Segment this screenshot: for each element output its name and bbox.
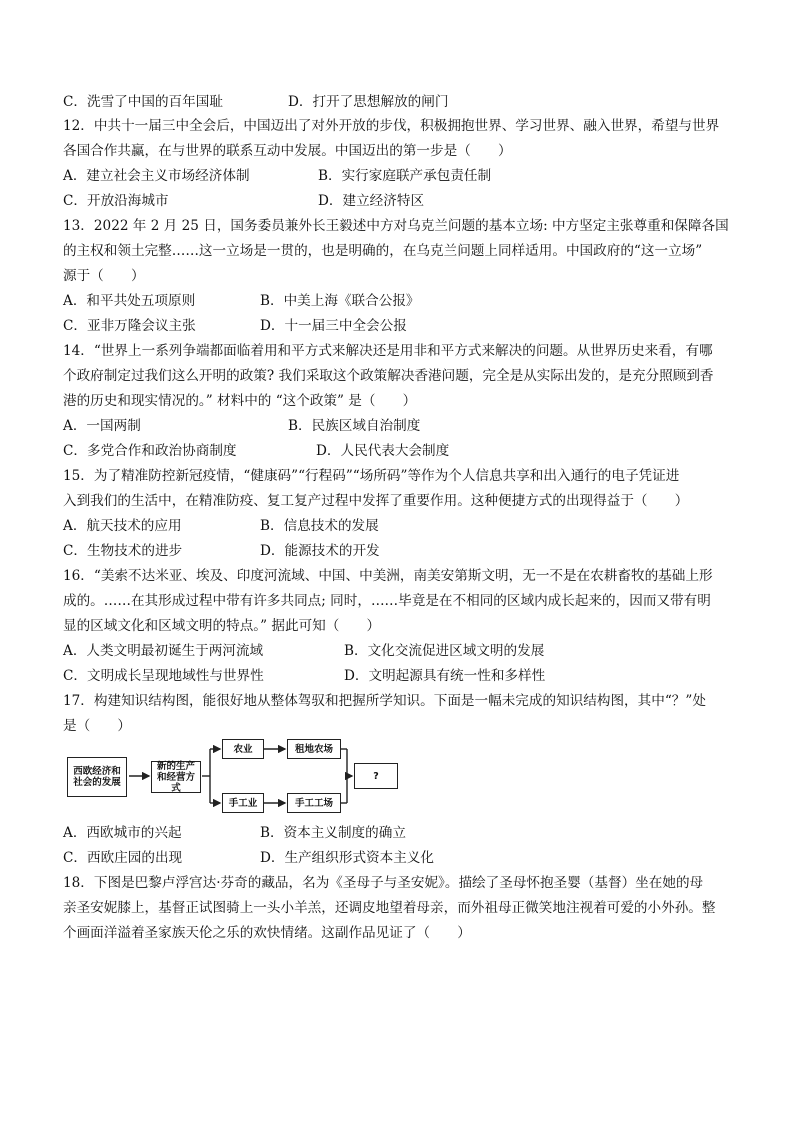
- q14-stem-line3: 港的历史和现实情况的。” 材料中的 “这个政策” 是（ ）: [63, 393, 417, 409]
- q12-option-c: C．开放沿海城市: [63, 193, 169, 209]
- q12-option-d: D．建立经济特区: [318, 193, 425, 209]
- diagram-box-agriculture: 农业: [222, 739, 264, 759]
- q15-option-a: A．航天技术的应用: [63, 518, 182, 534]
- q13-stem-line3: 源于（ ）: [63, 268, 145, 284]
- q13-stem-line1: 13．2022 年 2 月 25 日，国务委员兼外长王毅述中方对乌克兰问题的基本立场: 中方坚定主张尊重和保障各国: [63, 218, 729, 234]
- q16-option-b: B．文化交流促进区域文明的发展: [344, 643, 545, 659]
- q15-option-d: D．能源技术的开发: [260, 543, 380, 559]
- diagram-box-west-europe: 西欧经济和社会的发展: [67, 757, 127, 797]
- q17-option-a: A．西欧城市的兴起: [63, 825, 182, 841]
- q17-stem-line2: 是（ ）: [63, 718, 131, 734]
- q16-stem-line2: 成的。……在其形成过程中带有许多共同点; 同时，……毕竟是在不相同的区域内成长起来的，因而又带有明: [63, 593, 711, 609]
- diagram-box-new-production: 新的生产和经营方式: [151, 761, 201, 793]
- q14-option-d: D．人民代表大会制度: [316, 443, 450, 459]
- q15-stem-line2: 入到我们的生活中，在精准防疫、复工复产过程中发挥了重要作用。这种便捷方式的出现得益于（ ）: [63, 493, 689, 509]
- q16-stem-line3: 显的区域文化和区域文明的特点。” 据此可知（ ）: [63, 618, 381, 634]
- q12-option-a: A．建立社会主义市场经济体制: [63, 168, 250, 184]
- q16-stem-line1: 16．“美索不达米亚、埃及、印度河流域、中国、中美洲，南美安第斯文明，无一不是在农耕畜牧的基础上形: [63, 568, 713, 584]
- q18-stem-line3: 个画面洋溢着圣家族天伦之乐的欢快情绪。这副作品见证了（ ）: [63, 925, 471, 941]
- diagram-box-unknown: ?: [354, 763, 398, 789]
- q13-option-b: B．中美上海《联合公报》: [260, 293, 420, 309]
- q18-stem-line1: 18．下图是巴黎卢浮宫达·芬奇的藏品，名为《圣母子与圣安妮》。描绘了圣母怀抱圣婴（基督）坐在她的母: [63, 875, 704, 891]
- diagram-box-workshop: 手工工场: [287, 793, 341, 813]
- diagram-box-handicraft: 手工业: [222, 793, 264, 813]
- knowledge-structure-diagram: [63, 731, 403, 815]
- q14-option-c: C．多党合作和政治协商制度: [63, 443, 237, 459]
- q12-stem-line2: 各国合作共赢，在与世界的联系互动中发展。中国迈出的第一步是（ ）: [63, 143, 512, 159]
- q17-option-b: B．资本主义制度的确立: [260, 825, 406, 841]
- q11-option-c: C．洗雪了中国的百年国耻: [63, 94, 223, 110]
- q13-option-c: C．亚非万隆会议主张: [63, 318, 196, 334]
- q15-option-c: C．生物技术的进步: [63, 543, 183, 559]
- q16-option-d: D．文明起源具有统一性和多样性: [344, 668, 546, 684]
- q17-stem-line1: 17．构建知识结构图，能很好地从整体驾驭和把握所学知识。下面是一幅未完成的知识结构图，其中“？”处: [63, 693, 706, 709]
- q14-stem-line2: 个政府制定过我们这么开明的政策? 我们采取这个政策解决香港问题，完全是从实际出发的，是充分照顾到香: [63, 368, 714, 384]
- q14-option-a: A．一国两制: [63, 418, 141, 434]
- q13-stem-line2: 的主权和领土完整……这一立场是一贯的，也是明确的，在乌克兰问题上同样适用。中国政府的“这一立场”: [63, 243, 703, 259]
- q12-option-b: B．实行家庭联产承包责任制: [318, 168, 492, 184]
- q17-option-d: D．生产组织形式资本主义化: [260, 850, 435, 866]
- q16-option-c: C．文明成长呈现地域性与世界性: [63, 668, 264, 684]
- q13-option-d: D．十一届三中全会公报: [260, 318, 407, 334]
- q11-option-d: D．打开了思想解放的闸门: [288, 94, 449, 110]
- q15-option-b: B．信息技术的发展: [260, 518, 379, 534]
- q15-stem-line1: 15．为了精准防控新冠疫情，“健康码”“行程码”“场所码”等作为个人信息共享和出入通行的电子凭证进: [63, 468, 680, 484]
- q14-option-b: B．民族区域自治制度: [288, 418, 421, 434]
- diagram-box-leased-farm: 租地农场: [287, 739, 341, 759]
- q16-option-a: A．人类文明最初诞生于两河流域: [63, 643, 264, 659]
- q14-stem-line1: 14．“世界上一系列争端都面临着用和平方式来解决还是用非和平方式来解决的问题。从世界历史来看，有哪: [63, 343, 713, 359]
- q13-option-a: A．和平共处五项原则: [63, 293, 196, 309]
- q17-option-c: C．西欧庄园的出现: [63, 850, 183, 866]
- q18-stem-line2: 亲圣安妮膝上，基督正试图骑上一头小羊羔，还调皮地望着母亲，而外祖母正微笑地注视着可爱的小外孙。整: [63, 900, 716, 916]
- q12-stem-line1: 12．中共十一届三中全会后，中国迈出了对外开放的步伐，积极拥抱世界、学习世界、融入世界，希望与世界: [63, 118, 720, 134]
